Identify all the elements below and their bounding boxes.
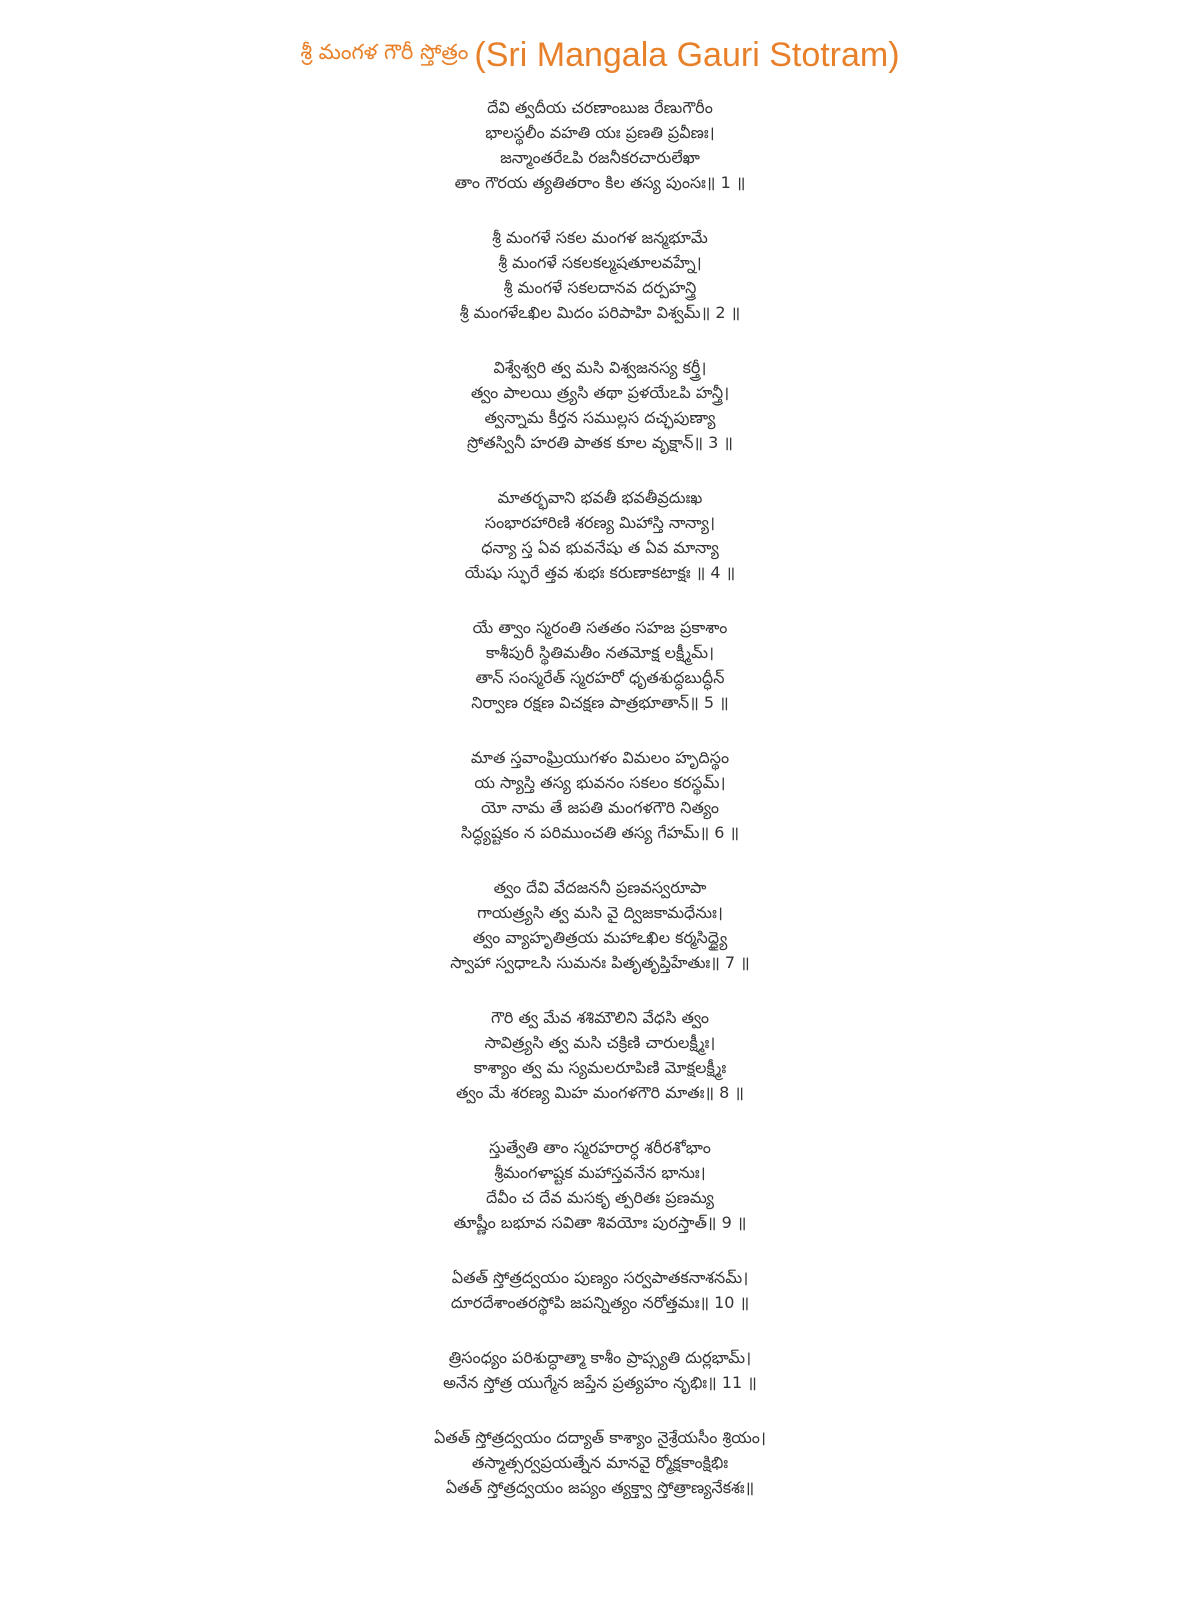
verse-line: జన్మాంతరేఽపి రజనీకరచారులేఖా bbox=[500, 148, 700, 167]
verse-line: సిద్ధ్యష్టకం న పరిముంచతి తస్య గేహమ్॥ 6 ॥ bbox=[460, 823, 740, 842]
verse-line: గాయత్ర్యసి త్వ మసి వై ద్విజకామధేనుః। bbox=[477, 903, 723, 922]
verse-line: సావిత్ర్యసి త్వ మసి చక్రిణి చారులక్ష్మీః। bbox=[484, 1033, 716, 1052]
verse-line: ఏతత్ స్తోత్రద్వయం జప్యం త్యక్త్వా స్తోత్రాణ్యనేకశః॥ bbox=[445, 1478, 755, 1497]
verse-line: ఏతత్ స్తోత్రద్వయం పుణ్యం సర్వపాతకనాశనమ్। bbox=[451, 1268, 749, 1287]
verse-line: శ్రీమంగళాష్టక మహాస్తవనేన భానుః। bbox=[494, 1163, 706, 1182]
verse bbox=[0, 485, 1200, 585]
verse-line: దేవీం చ దేవ మసకృ త్పరితః ప్రణమ్య bbox=[486, 1188, 714, 1207]
verse-line: శ్రీ మంగళే సకలదానవ దర్పహన్త్రి bbox=[503, 278, 697, 297]
verse-line: శ్రీ మంగళే సకలకల్మషతూలవహ్నే। bbox=[498, 253, 702, 272]
page-title bbox=[0, 34, 1200, 75]
verse-line: య స్యాస్తి తస్య భువనం సకలం కరస్థమ్। bbox=[474, 773, 726, 792]
verse-line: త్రిసంధ్యం పరిశుద్ధాత్మా కాశీం ప్రాప్స్యతి దుర్లభామ్। bbox=[448, 1348, 752, 1367]
verse-line: స్తుత్వేతి తాం స్మరహరార్ధ శరీరశోభాం bbox=[489, 1138, 711, 1157]
verse-line: ధన్యా స్త ఏవ భువనేషు త ఏవ మాన్యా bbox=[481, 538, 719, 557]
verse-line: త్వం పాలయి త్ర్యసి తథా ప్రళయేఽపి హన్త్రీ। bbox=[470, 383, 730, 402]
verse-line: కాశ్యాం త్వ మ స్యమలరూపిణి మోక్షలక్ష్మీః bbox=[473, 1058, 727, 1077]
verse-line: స్రోతస్వినీ హరతి పాతక కూల వృక్షాన్॥ 3 ॥ bbox=[466, 433, 733, 452]
verse-line: గౌరి త్వ మేవ శశిమౌలిని వేధసి త్వం bbox=[490, 1008, 710, 1027]
verse bbox=[0, 1345, 1200, 1395]
verse-line: తస్మాత్సర్వప్రయత్నేన మానవై ర్మోక్షకాంక్షిభిః bbox=[471, 1453, 729, 1472]
verse-line: తాన్ సంస్మరేత్ స్మరహరో ధృతశుద్ధబుద్ధీన్ bbox=[475, 668, 725, 687]
verse bbox=[0, 355, 1200, 455]
verse-line: శ్రీ మంగళేఽఖిల మిదం పరిపాహి విశ్వమ్॥ 2 ॥ bbox=[459, 303, 741, 322]
verse-line: త్వం వ్యాహృతిత్రయ మహాఽఖిల కర్మసిద్ధ్యై bbox=[472, 928, 728, 947]
verse-line: సంభారహారిణి శరణ్య మిహాస్తి నాన్యా। bbox=[484, 513, 716, 532]
verse-line: మాతర్భవాని భవతీ భవతీవ్రదుఃఖ bbox=[497, 488, 703, 507]
verse-line: త్వన్నామ కీర్తన సముల్లస దచ్ఛపుణ్యా bbox=[484, 408, 716, 427]
verse-line: దూరదేశాంతరస్థోపి జపన్నిత్యం నరోత్తమః॥ 10 ॥ bbox=[450, 1293, 750, 1312]
verse-line: ఏతత్ స్తోత్రద్వయం దద్యాత్ కాశ్యాం నైశ్రేయసీం శ్రియం। bbox=[434, 1428, 766, 1447]
verse-line: శ్రీ మంగళే సకల మంగళ జన్మభూమే bbox=[492, 228, 708, 247]
verse-line: తూష్ణీం బభూవ సవితా శివయోః పురస్తాత్॥ 9 ॥ bbox=[453, 1213, 747, 1232]
verse bbox=[0, 615, 1200, 715]
verse bbox=[0, 875, 1200, 975]
verse-line: దేవి త్వదీయ చరణాంబుజ రేణుగౌరీం bbox=[487, 98, 713, 117]
verse bbox=[0, 1265, 1200, 1315]
verse bbox=[0, 95, 1200, 195]
verse-line: త్వం దేవి వేదజననీ ప్రణవస్వరూపా bbox=[493, 878, 707, 897]
verse-line: స్వాహా స్వధాఽసి సుమనః పితృతృప్తిహేతుః॥ 7 ॥ bbox=[450, 953, 750, 972]
verse-line: యేషు స్ఫురే త్తవ శుభః కరుణాకటాక్షః ॥ 4 ॥ bbox=[464, 563, 736, 582]
verse-line: అనేన స్తోత్ర యుగ్మేన జప్తేన ప్రత్యహం నృభిః॥ 11 ॥ bbox=[443, 1373, 757, 1392]
verse-line: యో నామ తే జపతి మంగళగౌరి నిత్యం bbox=[481, 798, 719, 817]
verse bbox=[0, 745, 1200, 845]
verse bbox=[0, 225, 1200, 325]
verse bbox=[0, 1005, 1200, 1105]
verse bbox=[0, 1425, 1200, 1500]
verse-line: నిర్వాణ రక్షణ విచక్షణ పాత్రభూతాన్॥ 5 ॥ bbox=[471, 693, 729, 712]
verse-line: యే త్వాం స్మరంతి సతతం సహజ ప్రకాశాం bbox=[472, 618, 728, 637]
verse bbox=[0, 1135, 1200, 1235]
stotram-text bbox=[0, 95, 1200, 1530]
verse-line: కాశీపురీ స్థితిమతీం నతమోక్ష లక్ష్మీమ్। bbox=[485, 643, 715, 662]
title-telugu: శ్రీ మంగళ గౌరీ స్తోత్రం bbox=[300, 40, 469, 64]
title-english: (Sri Mangala Gauri Stotram) bbox=[474, 35, 900, 74]
verse-line: త్వం మే శరణ్య మిహ మంగళగౌరి మాతః॥ 8 ॥ bbox=[456, 1083, 744, 1102]
verse-line: భాలస్థలీం వహతి యః ప్రణతి ప్రవీణః। bbox=[485, 123, 715, 142]
verse-line: తాం గౌరయ త్యతితరాం కిల తస్య పుంసః॥ 1 ॥ bbox=[454, 173, 746, 192]
verse-line: మాత స్తవాంఘ్రియుగళం విమలం హృదిస్థం bbox=[470, 748, 730, 767]
verse-line: విశ్వేశ్వరి త్వ మసి విశ్వజనస్య కర్త్రీ। bbox=[493, 358, 707, 377]
